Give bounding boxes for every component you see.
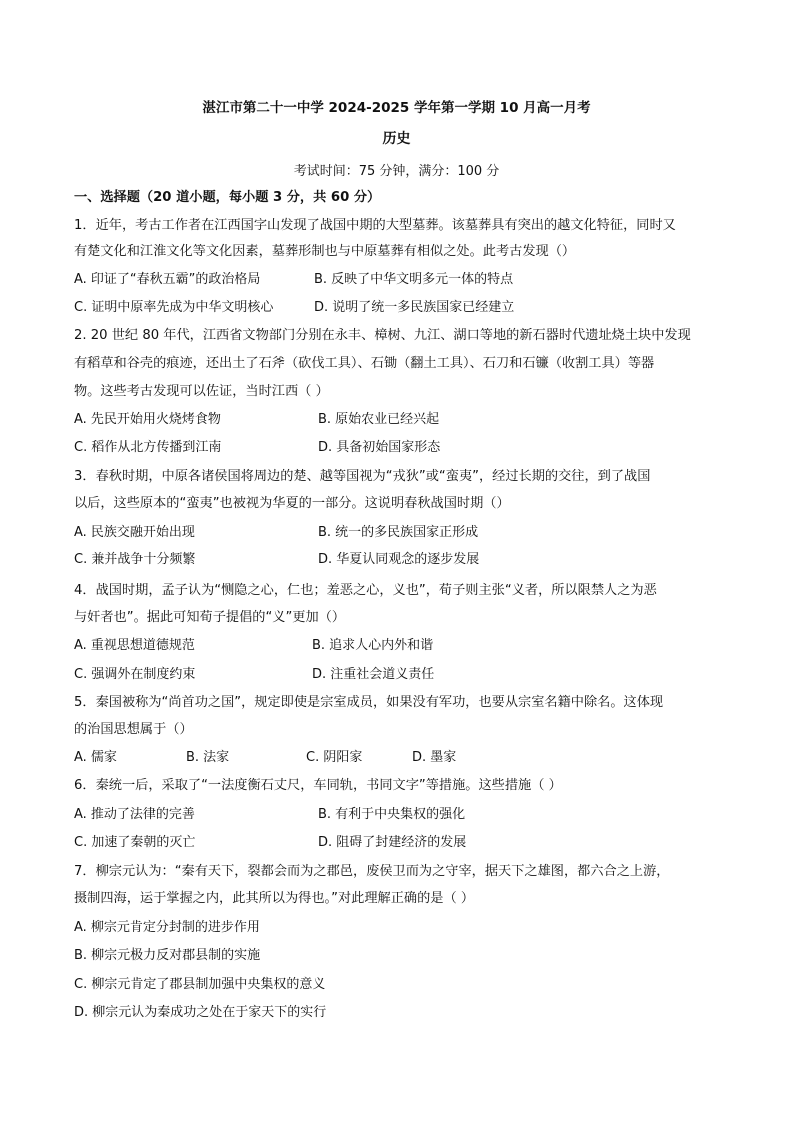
question-stem-line: 以后，这些原本的“蛮夷”也被视为华夏的一部分。这说明春秋战国时期（） — [74, 496, 510, 511]
question-stem-line: 与奸者也”。据此可知荀子提倡的“义”更加（） — [74, 610, 346, 625]
option-d: D. 柳宗元认为秦成功之处在于家天下的实行 — [74, 1005, 327, 1020]
question-stem-line: 2. 20 世纪 80 年代，江西省文物部门分别在永丰、樟树、九江、湖口等地的新石器时代遗址烧土块中发现 — [74, 328, 691, 343]
option-b: B. 统一的多民族国家正形成 — [318, 525, 479, 540]
question-stem-line: 1．近年，考古工作者在江西国字山发现了战国中期的大型墓葬。该墓葬具有突出的越文化特征，同时又 — [74, 218, 676, 233]
option-d: D. 说明了统一多民族国家已经建立 — [314, 300, 515, 315]
option-b: B. 原始农业已经兴起 — [318, 412, 440, 427]
option-c: C. 柳宗元肯定了郡县制加强中央集权的意义 — [74, 977, 326, 992]
subject-title: 历史 — [382, 131, 411, 147]
option-a: A. 推动了法律的完善 — [74, 807, 195, 822]
option-d: D. 注重社会道义责任 — [312, 667, 435, 682]
option-c: C. 稻作从北方传播到江南 — [74, 440, 222, 455]
option-a: A. 儒家 — [74, 750, 117, 765]
question-stem-line: 5．秦国被称为“尚首功之国”，规定即使是宗室成员，如果没有军功，也要从宗室名籍中除名。这体现 — [74, 695, 664, 710]
option-a: A. 印证了“春秋五霸”的政治格局 — [74, 272, 261, 287]
option-c: C. 兼并战争十分频繁 — [74, 552, 196, 567]
option-c: C. 证明中原率先成为中华文明核心 — [74, 300, 274, 315]
question-stem-line: 4．战国时期，孟子认为“恻隐之心，仁也；羞恶之心，义也”，荀子则主张“义者，所以限禁人之为恶 — [74, 583, 657, 598]
option-b: B. 反映了中华文明多元一体的特点 — [314, 272, 514, 287]
option-a: A. 重视思想道德规范 — [74, 638, 195, 653]
option-c: C. 强调外在制度约束 — [74, 667, 196, 682]
option-d: D. 华夏认同观念的逐步发展 — [318, 552, 480, 567]
option-c: C. 阴阳家 — [306, 750, 363, 765]
option-d: D. 具备初始国家形态 — [318, 440, 441, 455]
option-c: C. 加速了秦朝的灭亡 — [74, 835, 196, 850]
option-b: B. 法家 — [186, 750, 230, 765]
question-stem-line: 有楚文化和江淮文化等文化因素，墓葬形制也与中原墓葬有相似之处。此考古发现（） — [74, 244, 576, 259]
option-b: B. 追求人心内外和谐 — [312, 638, 434, 653]
question-stem-line: 的治国思想属于（） — [74, 722, 193, 737]
option-d: D. 墨家 — [412, 750, 457, 765]
option-a: A. 柳宗元肯定分封制的进步作用 — [74, 920, 260, 935]
question-stem-line: 摄制四海，运于掌握之内，此其所以为得也。”对此理解正确的是（ ） — [74, 891, 475, 906]
question-stem-line: 3．春秋时期，中原各诸侯国将周边的楚、越等国视为“戎狄”或“蛮夷”，经过长期的交往，到了战国 — [74, 469, 651, 484]
exam-meta: 考试时间：75 分钟，满分：100 分 — [293, 164, 500, 179]
question-stem-line: 6．秦统一后，采取了“一法度衡石丈尺，车同轨，书同文字”等措施。这些措施（ ） — [74, 778, 562, 793]
option-b: B. 有利于中央集权的强化 — [318, 807, 466, 822]
section-title: 一、选择题（20 道小题，每小题 3 分，共 60 分） — [74, 190, 381, 205]
question-stem-line: 有稻草和谷壳的痕迹，还出土了石斧（砍伐工具）、石锄（翻土工具）、石刀和石镰（收割工具）等器 — [74, 356, 655, 371]
exam-title: 湛江市第二十一中学 2024-2025 学年第一学期 10 月高一月考 — [202, 100, 591, 116]
question-stem-line: 7．柳宗元认为：“秦有天下，裂都会而为之郡邑，废侯卫而为之守宰，据天下之雄图，都六合之上游， — [74, 864, 670, 879]
option-d: D. 阻碍了封建经济的发展 — [318, 835, 467, 850]
option-a: A. 民族交融开始出现 — [74, 525, 195, 540]
option-b: B. 柳宗元极力反对郡县制的实施 — [74, 948, 261, 963]
option-a: A. 先民开始用火烧烤食物 — [74, 412, 221, 427]
question-stem-line: 物。这些考古发现可以佐证，当时江西（ ） — [74, 384, 329, 399]
